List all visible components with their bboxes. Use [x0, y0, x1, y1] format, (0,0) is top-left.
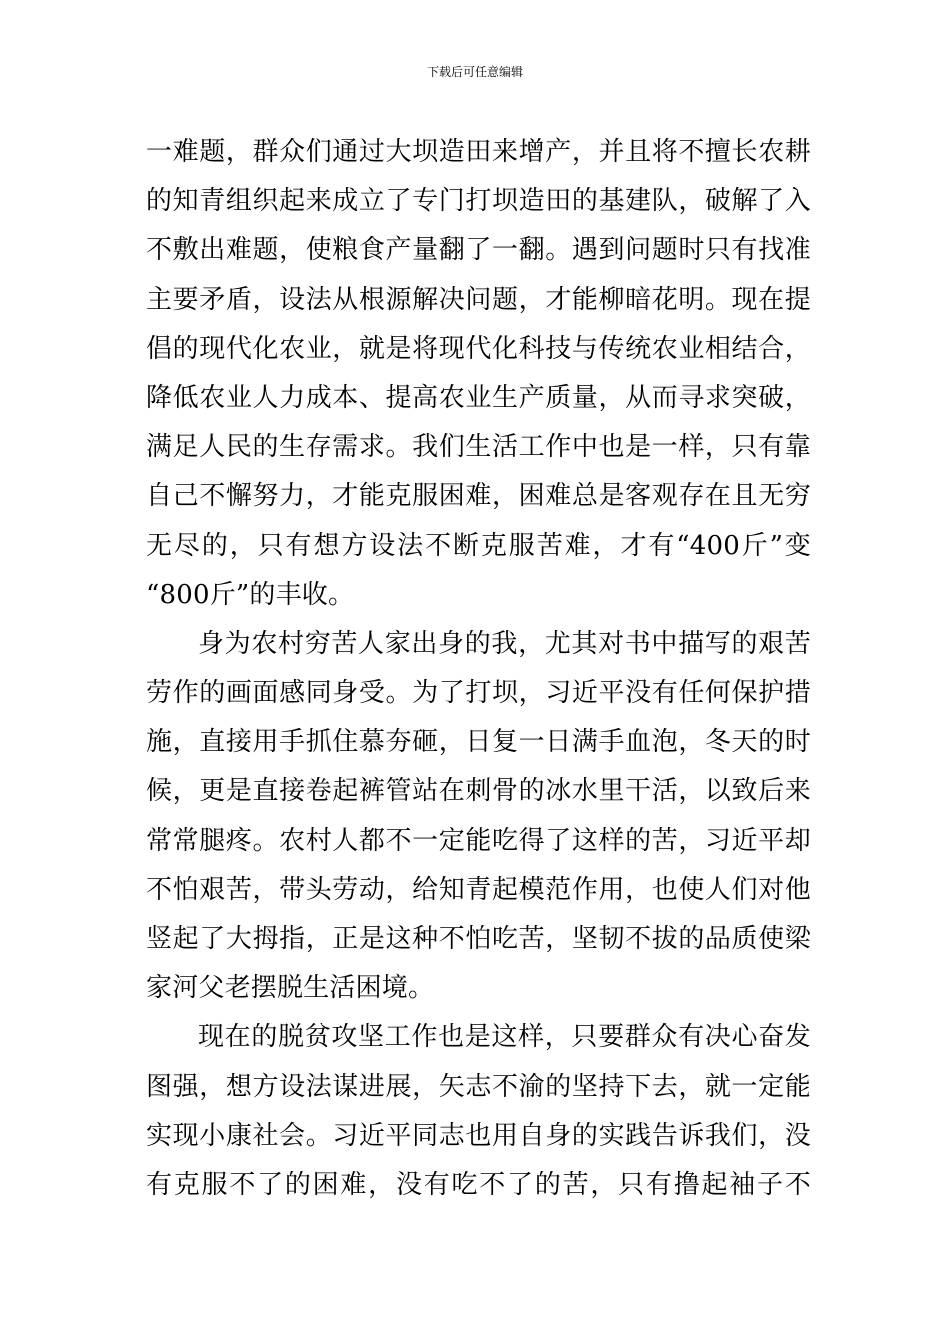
paragraph-1-line-1: 一难题，群众们通过大坝造田来增产，并且将不擅长农耕	[146, 137, 811, 167]
paragraph-2-line-4: 候，更是直接卷起裤管站在刺骨的冰水里干活，以致后来	[146, 776, 811, 807]
paragraph-2-line-2: 劳作的画面感同身受。为了打坝，习近平没有任何保护措	[146, 678, 811, 709]
paragraph-2-line-6: 不怕艰苦，带头劳动，给知青起模范作用，也使人们对他	[146, 874, 811, 905]
paragraph-1-line-4: 主要矛盾，设法从根源解决问题，才能柳暗花明。现在提	[146, 284, 811, 315]
paragraph-3-line-2: 图强，想方设法谋进展，矢志不渝的坚持下去，就一定能	[146, 1071, 811, 1102]
paragraph-1-line-7: 满足人民的生存需求。我们生活工作中也是一样，只有靠	[146, 432, 811, 463]
paragraph-2-line-3: 施，直接用手抓住慕夯砸，日复一日满手血泡，冬天的时	[146, 727, 811, 758]
paragraph-1-line-8: 自己不懈努力，才能克服困难，困难总是客观存在且无穷	[146, 481, 811, 512]
page-header: 下载后可任意编辑	[426, 65, 523, 79]
paragraph-2-line-1: 身为农村穷苦人家出身的我，尤其对书中描写的艰苦	[198, 628, 811, 659]
paragraph-1-line-3: 不敷出难题，使粮食产量翻了一翻。遇到问题时只有找准	[146, 235, 811, 266]
paragraph-1-line-6: 降低农业人力成本、提高农业生产质量，从而寻求突破，	[146, 382, 811, 413]
paragraph-1-line-9: 无尽的，只有想方设法不断克服苦难，才有“400斤”变	[146, 530, 811, 561]
paragraph-3-line-4: 有克服不了的困难，没有吃不了的苦，只有撸起袖子不	[146, 1169, 811, 1200]
paragraph-1-line-10: “800斤”的丰收。	[146, 579, 355, 610]
paragraph-2-line-7: 竖起了大拇指，正是这种不怕吃苦，坚韧不拔的品质使梁	[146, 924, 811, 954]
paragraph-2-line-5: 常常腿疼。农村人都不一定能吃得了这样的苦，习近平却	[146, 825, 811, 856]
paragraph-1-line-5: 倡的现代化农业，就是将现代化科技与传统农业相结合，	[146, 333, 811, 364]
document-body	[146, 128, 811, 1210]
paragraph-3-line-1: 现在的脱贫攻坚工作也是这样，只要群众有决心奋发	[198, 1022, 811, 1053]
paragraph-1-line-2: 的知青组织起来成立了专门打坝造田的基建队，破解了入	[146, 186, 811, 217]
paragraph-2-line-8: 家河父老摆脱生活困境。	[146, 973, 435, 1004]
paragraph-3-line-3: 实现小康社会。习近平同志也用自身的实践告诉我们，没	[146, 1120, 811, 1151]
